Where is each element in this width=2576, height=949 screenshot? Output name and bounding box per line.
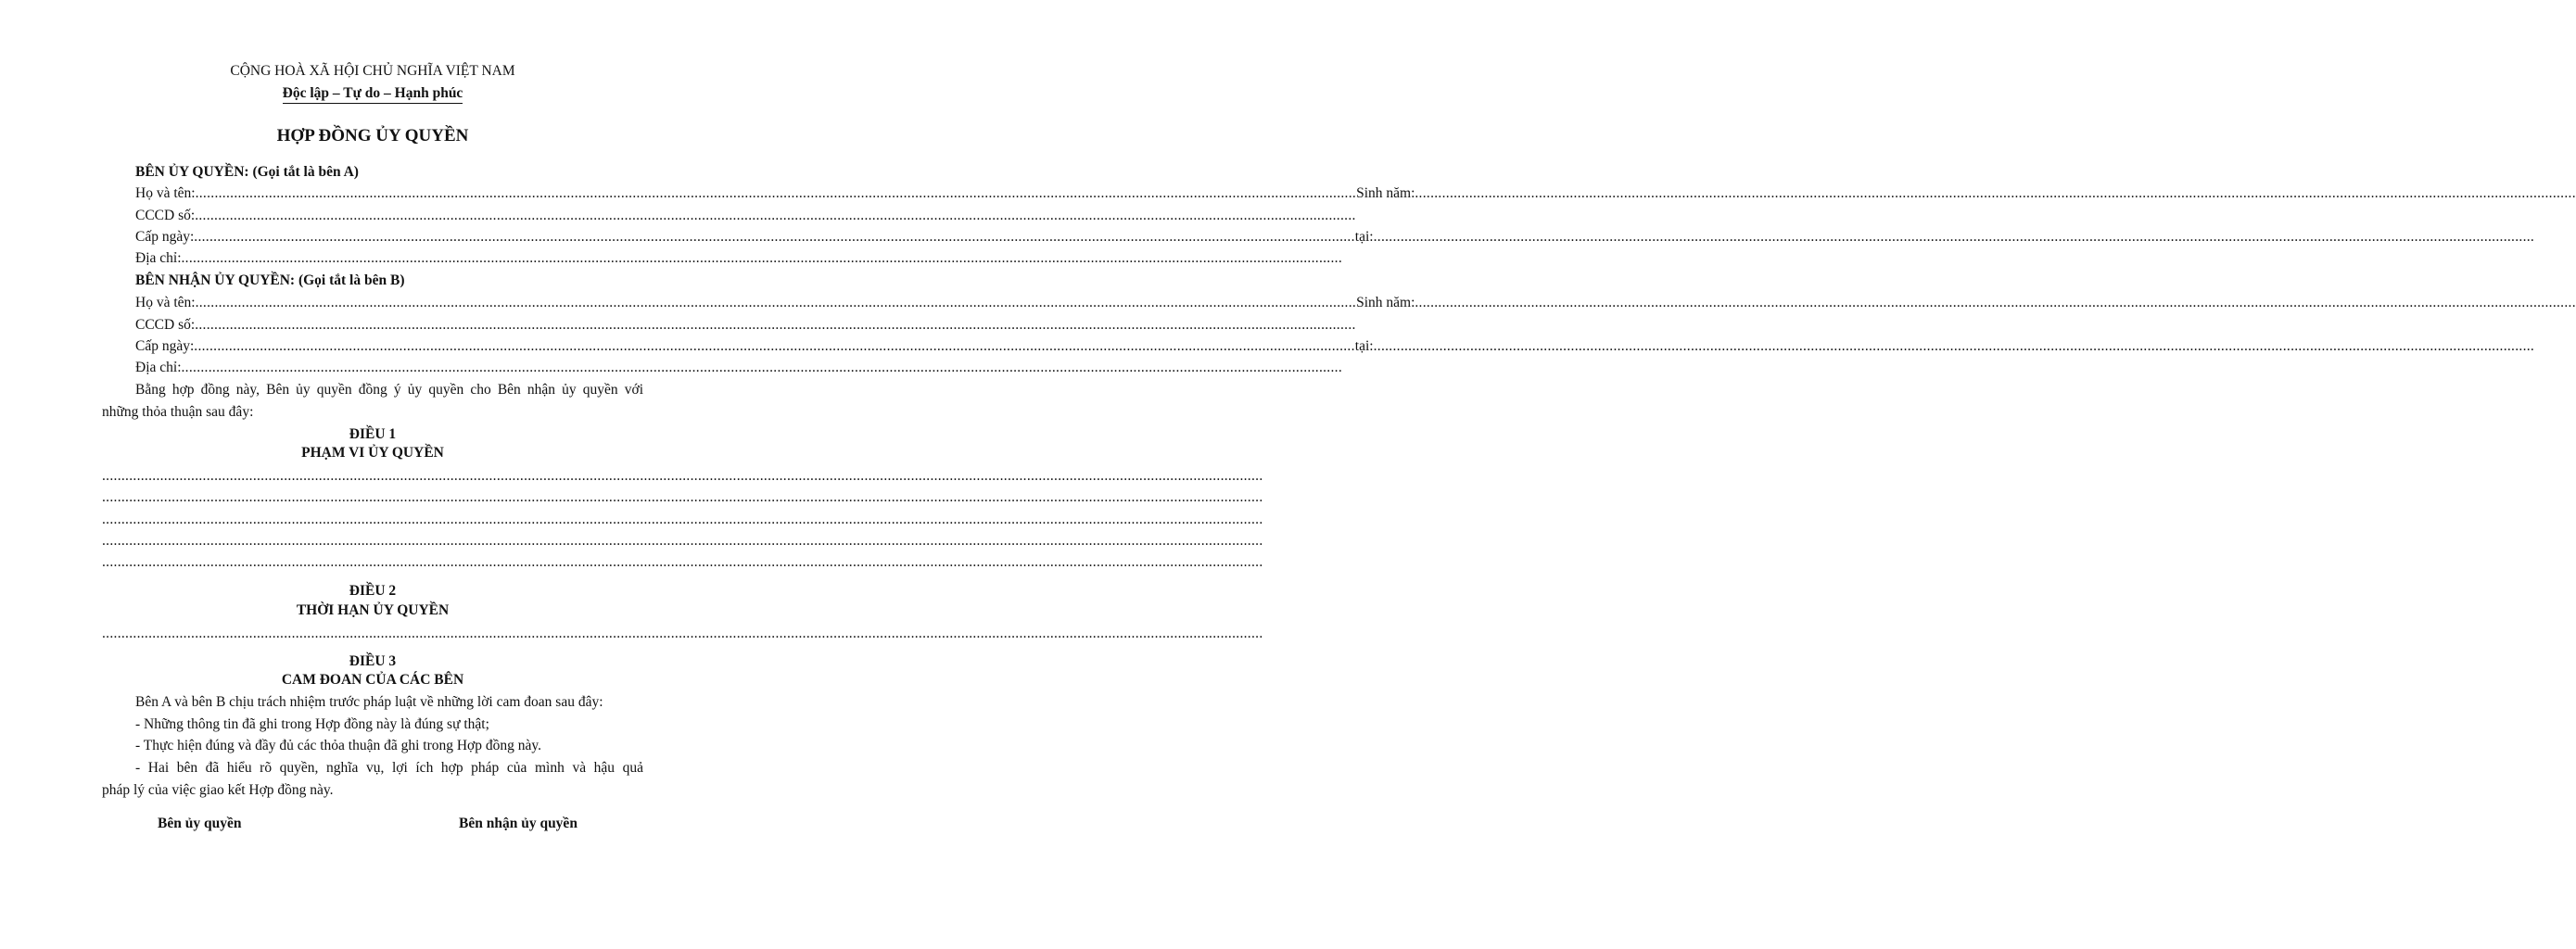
- article1-blank-line[interactable]: ............................................................................................................................................................................................................................................................................................................: [102, 489, 1263, 505]
- party-a-name-field[interactable]: ............................................................................................................................................................................................................................................................................................................: [195, 185, 1357, 201]
- party-b-name-row: [135, 295, 2576, 311]
- party-a-issue-place-field[interactable]: ............................................................................................................................................................................................................................................................................................................: [1373, 229, 2535, 245]
- party-b-name-label: Họ và tên:: [135, 295, 196, 310]
- party-a-issue-label: Cấp ngày:: [135, 229, 195, 245]
- party-b-name-field[interactable]: ............................................................................................................................................................................................................................................................................................................: [195, 295, 1357, 310]
- party-b-issue-place-field[interactable]: ............................................................................................................................................................................................................................................................................................................: [1373, 338, 2535, 354]
- article3-number: ĐIỀU 3: [349, 653, 397, 669]
- article3-title: CAM ĐOAN CỦA CÁC BÊN: [281, 672, 464, 688]
- signature-left-label: Bên ủy quyền: [158, 816, 242, 831]
- party-a-issue-date-field[interactable]: ............................................................................................................................................................................................................................................................................................................: [194, 229, 1355, 245]
- article2-number: ĐIỀU 2: [349, 583, 397, 599]
- document-title: HỢP ĐỒNG ỦY QUYỀN: [276, 126, 469, 146]
- party-b-issue-row: [135, 338, 2535, 355]
- party-b-issue-date-field[interactable]: ............................................................................................................................................................................................................................................................................................................: [194, 338, 1355, 354]
- signature-right-label: Bên nhận ủy quyền: [459, 816, 577, 831]
- motto: Độc lập – Tự do – Hạnh phúc: [283, 85, 463, 104]
- party-b-address-label: Địa chỉ:: [135, 360, 182, 375]
- article3-item: - Thực hiện đúng và đầy đủ các thỏa thuận đã ghi trong Hợp đồng này.: [135, 738, 542, 753]
- party-a-place-label: tại:: [1354, 229, 1374, 245]
- party-b-issue-label: Cấp ngày:: [135, 338, 195, 354]
- country-heading: CỘNG HOÀ XÃ HỘI CHỦ NGHĨA VIỆT NAM: [230, 63, 515, 79]
- article2-blank-line[interactable]: ............................................................................................................................................................................................................................................................................................................: [102, 626, 1263, 641]
- party-a-name-label: Họ và tên:: [135, 185, 196, 201]
- article3-lead: Bên A và bên B chịu trách nhiệm trước pháp luật về những lời cam đoan sau đây:: [135, 694, 603, 710]
- party-a-name-row: [135, 185, 2576, 202]
- party-b-id-row: [135, 317, 1356, 334]
- article2-title: THỜI HẠN ỦY QUYỀN: [296, 602, 450, 618]
- party-a-issue-row: [135, 229, 2535, 246]
- party-a-address-label: Địa chỉ:: [135, 250, 182, 266]
- party-b-heading: BÊN NHẬN ỦY QUYỀN: (Gọi tắt là bên B): [135, 272, 405, 288]
- party-a-birth-field[interactable]: ............................................................................................................................................................................................................................................................................................................: [1415, 185, 2576, 201]
- party-b-address-row: [135, 360, 1342, 376]
- party-a-id-row: [135, 208, 1356, 224]
- party-a-address-field[interactable]: ............................................................................................................................................................................................................................................................................................................: [181, 250, 1342, 266]
- article1-blank-line[interactable]: ............................................................................................................................................................................................................................................................................................................: [102, 512, 1263, 527]
- article1-blank-line[interactable]: ............................................................................................................................................................................................................................................................................................................: [102, 533, 1263, 549]
- article3-item-continuation: pháp lý của việc giao kết Hợp đồng này.: [102, 782, 334, 798]
- party-a-id-field[interactable]: ............................................................................................................................................................................................................................................................................................................: [195, 208, 1356, 223]
- article1-blank-line[interactable]: ............................................................................................................................................................................................................................................................................................................: [102, 554, 1263, 570]
- intro-paragraph-line1: Bằng hợp đồng này, Bên ủy quyền đồng ý ủy quyền cho Bên nhận ủy quyền với: [135, 382, 643, 398]
- party-b-id-field[interactable]: ............................................................................................................................................................................................................................................................................................................: [195, 317, 1356, 333]
- party-b-id-label: CCCD số:: [135, 317, 196, 333]
- intro-paragraph-line2: những thỏa thuận sau đây:: [102, 404, 254, 420]
- article1-blank-line[interactable]: ............................................................................................................................................................................................................................................................................................................: [102, 468, 1263, 484]
- party-b-birth-field[interactable]: ............................................................................................................................................................................................................................................................................................................: [1415, 295, 2576, 310]
- article1-title: PHẠM VI ỦY QUYỀN: [301, 445, 444, 461]
- party-a-heading: BÊN ỦY QUYỀN: (Gọi tắt là bên A): [135, 164, 359, 180]
- party-a-id-label: CCCD số:: [135, 208, 196, 223]
- article3-item: - Hai bên đã hiểu rõ quyền, nghĩa vụ, lợi ích hợp pháp của mình và hậu quả: [135, 760, 643, 776]
- party-b-birth-label: Sinh năm:: [1356, 295, 1415, 310]
- motto-wrapper: [102, 85, 643, 104]
- party-b-place-label: tại:: [1354, 338, 1374, 354]
- party-b-address-field[interactable]: ............................................................................................................................................................................................................................................................................................................: [181, 360, 1342, 375]
- article3-item: - Những thông tin đã ghi trong Hợp đồng này là đúng sự thật;: [135, 716, 489, 732]
- party-a-address-row: [135, 250, 1342, 267]
- article1-number: ĐIỀU 1: [349, 426, 397, 442]
- party-a-birth-label: Sinh năm:: [1356, 185, 1415, 201]
